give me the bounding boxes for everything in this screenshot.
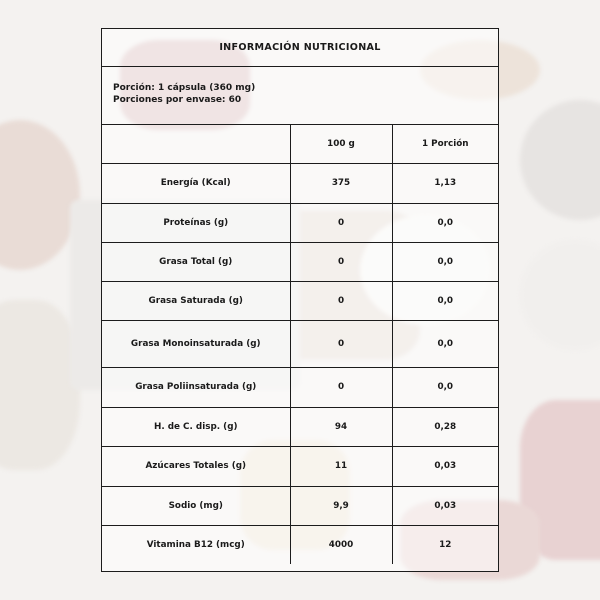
value-per-serving: 0,0 <box>392 242 498 281</box>
serving-info <box>102 67 498 125</box>
value-per-serving: 0,0 <box>392 281 498 320</box>
value-per-100g: 0 <box>290 367 392 407</box>
serving-size: Porción: 1 cápsula (360 mg) <box>113 83 256 93</box>
value-per-100g: 0 <box>290 320 392 367</box>
nutrient-row <box>102 242 498 281</box>
nutrient-row <box>102 367 498 407</box>
value-per-100g: 4000 <box>290 525 392 564</box>
value-per-100g: 11 <box>290 446 392 486</box>
nutrient-name: Energía (Kcal) <box>102 163 290 203</box>
nutrient-name: Grasa Poliinsaturada (g) <box>102 367 290 407</box>
nutrient-row <box>102 281 498 320</box>
header-per-serving: 1 Porción <box>392 125 498 163</box>
nutrient-row <box>102 407 498 446</box>
value-per-100g: 9,9 <box>290 486 392 525</box>
panel-title: INFORMACIÓN NUTRICIONAL <box>102 29 498 67</box>
header-row <box>102 125 498 163</box>
value-per-serving: 0,0 <box>392 203 498 242</box>
nutrient-name: Grasa Total (g) <box>102 242 290 281</box>
value-per-100g: 0 <box>290 242 392 281</box>
nutrient-name: Sodio (mg) <box>102 486 290 525</box>
nutrient-name: Grasa Saturada (g) <box>102 281 290 320</box>
header-per-100g: 100 g <box>290 125 392 163</box>
value-per-100g: 0 <box>290 281 392 320</box>
value-per-serving: 0,03 <box>392 486 498 525</box>
header-nutrient <box>102 125 290 163</box>
nutrient-row <box>102 525 498 564</box>
value-per-serving: 0,0 <box>392 367 498 407</box>
nutrient-name: H. de C. disp. (g) <box>102 407 290 446</box>
nutrient-name: Grasa Monoinsaturada (g) <box>102 320 290 367</box>
nutrient-row <box>102 203 498 242</box>
nutrient-name: Vitamina B12 (mcg) <box>102 525 290 564</box>
nutrient-name: Azúcares Totales (g) <box>102 446 290 486</box>
value-per-serving: 1,13 <box>392 163 498 203</box>
nutrition-facts-panel <box>101 28 499 572</box>
value-per-100g: 0 <box>290 203 392 242</box>
value-per-serving: 0,28 <box>392 407 498 446</box>
nutrient-row <box>102 320 498 367</box>
servings-per-container: Porciones por envase: 60 <box>113 95 242 105</box>
value-per-serving: 0,0 <box>392 320 498 367</box>
nutrient-row <box>102 486 498 525</box>
value-per-100g: 375 <box>290 163 392 203</box>
value-per-serving: 12 <box>392 525 498 564</box>
value-per-serving: 0,03 <box>392 446 498 486</box>
nutrient-row <box>102 163 498 203</box>
value-per-100g: 94 <box>290 407 392 446</box>
nutrient-row <box>102 446 498 486</box>
nutrition-table <box>102 125 498 564</box>
nutrient-name: Proteínas (g) <box>102 203 290 242</box>
